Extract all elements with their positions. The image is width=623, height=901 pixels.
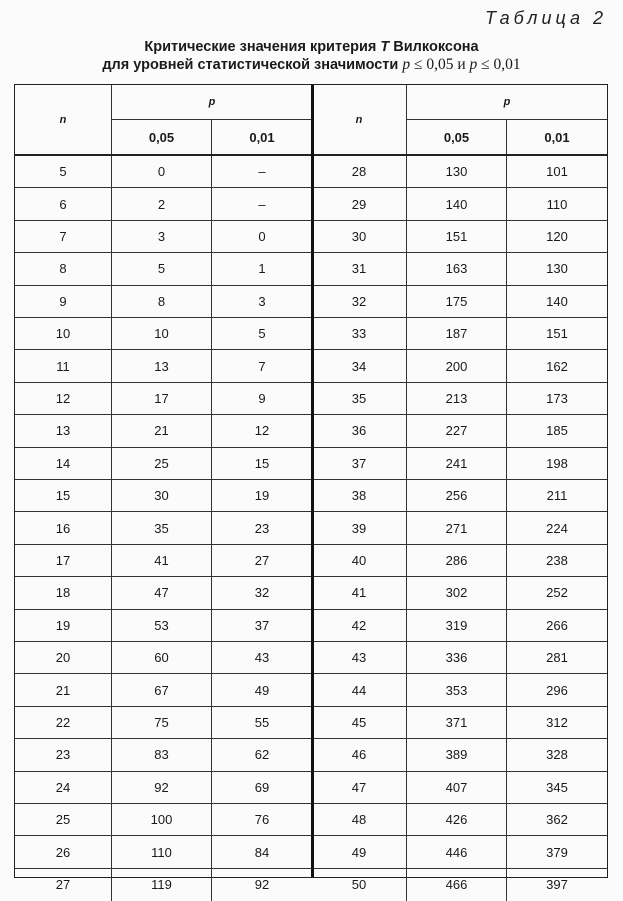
table-row bbox=[15, 415, 312, 447]
title-threshold-2: ≤ 0,01 bbox=[477, 56, 521, 73]
cell-p-001: 173 bbox=[546, 390, 568, 406]
title-p-symbol-1: p bbox=[402, 56, 411, 73]
table-row bbox=[312, 188, 607, 220]
cell-p-005: 446 bbox=[407, 836, 507, 867]
cell-n: 22 bbox=[15, 707, 112, 738]
cell-p-005: 25 bbox=[112, 448, 212, 479]
cell-p-001: 15 bbox=[254, 455, 270, 471]
cell-n: 35 bbox=[312, 383, 407, 414]
table-row bbox=[312, 610, 607, 642]
cell-p-005: 227 bbox=[407, 415, 507, 446]
cell-n: 47 bbox=[312, 772, 407, 803]
table-row bbox=[15, 448, 312, 480]
cell-p-005: 130 bbox=[407, 156, 507, 187]
header-p-005: 0,05 bbox=[112, 120, 212, 155]
table-row bbox=[15, 577, 312, 609]
cell-p-005: 5 bbox=[112, 253, 212, 284]
cell-p-001: – bbox=[258, 196, 266, 212]
cell-p-005: 271 bbox=[407, 512, 507, 543]
table-row bbox=[15, 253, 312, 285]
title-text-end: Вилкоксона bbox=[389, 39, 479, 55]
cell-n: 34 bbox=[312, 350, 407, 381]
table-row bbox=[312, 512, 607, 544]
cell-n: 10 bbox=[15, 318, 112, 349]
table-body-left bbox=[15, 156, 312, 893]
cell-n: 14 bbox=[15, 448, 112, 479]
wilcoxon-critical-values-table bbox=[14, 84, 608, 893]
cell-n: 32 bbox=[312, 286, 407, 317]
cell-p-005: 200 bbox=[407, 350, 507, 381]
cell-p-001: 7 bbox=[258, 358, 266, 374]
cell-p-001: 312 bbox=[546, 714, 568, 730]
cell-p-001: 27 bbox=[254, 552, 270, 568]
table-row bbox=[15, 739, 312, 771]
cell-p-005: 53 bbox=[112, 610, 212, 641]
cell-n: 50 bbox=[312, 869, 407, 901]
table-row bbox=[15, 188, 312, 220]
table-row bbox=[312, 480, 607, 512]
cell-p-001: 32 bbox=[254, 585, 270, 601]
table-row bbox=[15, 610, 312, 642]
cell-p-005: 119 bbox=[112, 869, 212, 901]
cell-n: 11 bbox=[15, 350, 112, 381]
table-row bbox=[15, 286, 312, 318]
table-row bbox=[15, 350, 312, 382]
cell-p-005: 92 bbox=[112, 772, 212, 803]
title-text: Критические значения критерия bbox=[144, 39, 381, 55]
header-p: p bbox=[112, 85, 312, 120]
cell-p-001: 198 bbox=[546, 455, 568, 471]
cell-p-001: 379 bbox=[546, 844, 568, 860]
cell-p-005: 47 bbox=[112, 577, 212, 608]
cell-p-001: 162 bbox=[546, 358, 568, 374]
cell-n: 29 bbox=[312, 188, 407, 219]
title-line1 bbox=[144, 39, 478, 55]
cell-p-001: 140 bbox=[546, 293, 568, 309]
cell-p-005: 371 bbox=[407, 707, 507, 738]
title-line2 bbox=[0, 56, 623, 74]
cell-p-005: 100 bbox=[112, 804, 212, 835]
cell-n: 46 bbox=[312, 739, 407, 770]
cell-n: 42 bbox=[312, 610, 407, 641]
cell-n: 49 bbox=[312, 836, 407, 867]
cell-p-005: 353 bbox=[407, 674, 507, 705]
cell-p-001: 62 bbox=[254, 747, 270, 763]
cell-p-005: 187 bbox=[407, 318, 507, 349]
cell-n: 26 bbox=[15, 836, 112, 867]
cell-p-001: 211 bbox=[546, 488, 568, 504]
cell-n: 12 bbox=[15, 383, 112, 414]
cell-p-001: 12 bbox=[254, 423, 270, 439]
cell-n: 19 bbox=[15, 610, 112, 641]
cell-n: 43 bbox=[312, 642, 407, 673]
cell-p-001: 151 bbox=[546, 326, 568, 342]
cell-n: 48 bbox=[312, 804, 407, 835]
table-row bbox=[312, 318, 607, 350]
cell-p-005: 286 bbox=[407, 545, 507, 576]
title-threshold-1: ≤ 0,05 bbox=[410, 56, 454, 73]
cell-n: 27 bbox=[15, 869, 112, 901]
cell-n: 16 bbox=[15, 512, 112, 543]
cell-p-001: 328 bbox=[546, 747, 568, 763]
cell-n: 6 bbox=[15, 188, 112, 219]
cell-n: 9 bbox=[15, 286, 112, 317]
cell-n: 40 bbox=[312, 545, 407, 576]
table-row bbox=[312, 804, 607, 836]
cell-p-005: 256 bbox=[407, 480, 507, 511]
cell-p-001: 185 bbox=[546, 423, 568, 439]
cell-p-001: 43 bbox=[254, 650, 270, 666]
cell-p-001: 69 bbox=[254, 779, 270, 795]
cell-p-005: 75 bbox=[112, 707, 212, 738]
table-row bbox=[312, 577, 607, 609]
table-row bbox=[15, 772, 312, 804]
cell-p-005: 60 bbox=[112, 642, 212, 673]
table-number-label: Таблица 2 bbox=[484, 8, 607, 28]
cell-p-005: 175 bbox=[407, 286, 507, 317]
cell-p-001: 3 bbox=[258, 293, 266, 309]
table-row bbox=[15, 642, 312, 674]
cell-n: 37 bbox=[312, 448, 407, 479]
cell-p-001: 55 bbox=[254, 714, 270, 730]
cell-n: 25 bbox=[15, 804, 112, 835]
cell-p-001: 238 bbox=[546, 552, 568, 568]
cell-p-005: 110 bbox=[112, 836, 212, 867]
table-row bbox=[312, 415, 607, 447]
cell-p-005: 163 bbox=[407, 253, 507, 284]
title-and: и bbox=[453, 56, 470, 73]
header-p: p bbox=[407, 85, 607, 120]
cell-n: 36 bbox=[312, 415, 407, 446]
cell-n: 24 bbox=[15, 772, 112, 803]
cell-p-005: 83 bbox=[112, 739, 212, 770]
cell-p-001: 23 bbox=[254, 520, 270, 536]
cell-n: 39 bbox=[312, 512, 407, 543]
cell-n: 33 bbox=[312, 318, 407, 349]
cell-p-005: 0 bbox=[112, 156, 212, 187]
table-row bbox=[15, 156, 312, 188]
title-p-symbol-2: p bbox=[469, 56, 478, 73]
title-text-line2: для уровней статистической значимости bbox=[102, 57, 403, 73]
cell-p-005: 41 bbox=[112, 545, 212, 576]
cell-n: 45 bbox=[312, 707, 407, 738]
cell-p-001: 1 bbox=[258, 261, 266, 277]
cell-p-005: 336 bbox=[407, 642, 507, 673]
table-row bbox=[312, 253, 607, 285]
title-criterion-symbol: T bbox=[380, 39, 390, 55]
cell-p-005: 10 bbox=[112, 318, 212, 349]
table-row bbox=[312, 739, 607, 771]
cell-n: 18 bbox=[15, 577, 112, 608]
cell-p-005: 213 bbox=[407, 383, 507, 414]
table-row bbox=[312, 772, 607, 804]
cell-p-001: 130 bbox=[546, 261, 568, 277]
cell-p-005: 241 bbox=[407, 448, 507, 479]
cell-n: 38 bbox=[312, 480, 407, 511]
cell-p-005: 389 bbox=[407, 739, 507, 770]
cell-p-005: 17 bbox=[112, 383, 212, 414]
cell-n: 31 bbox=[312, 253, 407, 284]
table-left-half bbox=[15, 85, 312, 893]
table-row bbox=[312, 286, 607, 318]
cell-p-001: 296 bbox=[546, 682, 568, 698]
header-p-001: 0,01 bbox=[249, 130, 275, 145]
cell-p-001: 92 bbox=[254, 877, 270, 893]
cell-p-001: 0 bbox=[258, 228, 266, 244]
cell-p-001: 37 bbox=[254, 617, 270, 633]
header-n: n bbox=[312, 85, 407, 155]
table-row bbox=[15, 707, 312, 739]
cell-p-001: 224 bbox=[546, 520, 568, 536]
cell-n: 17 bbox=[15, 545, 112, 576]
cell-p-005: 35 bbox=[112, 512, 212, 543]
table-row bbox=[312, 221, 607, 253]
cell-n: 5 bbox=[15, 156, 112, 187]
cell-n: 8 bbox=[15, 253, 112, 284]
header-p-001: 0,01 bbox=[544, 130, 570, 145]
cell-p-001: 281 bbox=[546, 650, 568, 666]
cell-p-001: 84 bbox=[254, 844, 270, 860]
cell-p-005: 3 bbox=[112, 221, 212, 252]
cell-p-001: 76 bbox=[254, 812, 270, 828]
cell-p-005: 426 bbox=[407, 804, 507, 835]
table-row bbox=[312, 836, 607, 868]
table-row bbox=[15, 480, 312, 512]
cell-p-005: 140 bbox=[407, 188, 507, 219]
cell-p-005: 13 bbox=[112, 350, 212, 381]
table-row bbox=[15, 545, 312, 577]
cell-p-001: 19 bbox=[254, 488, 270, 504]
table-row bbox=[312, 674, 607, 706]
cell-p-005: 67 bbox=[112, 674, 212, 705]
cell-p-005: 8 bbox=[112, 286, 212, 317]
table-body-right bbox=[312, 156, 607, 893]
cell-p-001: 120 bbox=[546, 228, 568, 244]
cell-n: 28 bbox=[312, 156, 407, 187]
cell-n: 44 bbox=[312, 674, 407, 705]
center-divider bbox=[311, 85, 314, 877]
cell-p-001: 252 bbox=[546, 585, 568, 601]
table-row bbox=[312, 156, 607, 188]
cell-n: 23 bbox=[15, 739, 112, 770]
cell-p-001: 49 bbox=[254, 682, 270, 698]
cell-p-005: 407 bbox=[407, 772, 507, 803]
cell-p-001: 266 bbox=[546, 617, 568, 633]
cell-p-005: 30 bbox=[112, 480, 212, 511]
table-row bbox=[312, 383, 607, 415]
header-p-005: 0,05 bbox=[407, 120, 507, 155]
cell-p-005: 466 bbox=[407, 869, 507, 901]
cell-n: 41 bbox=[312, 577, 407, 608]
table-right-half bbox=[312, 85, 607, 893]
cell-n: 13 bbox=[15, 415, 112, 446]
table-row bbox=[312, 350, 607, 382]
table-row bbox=[312, 545, 607, 577]
table-row bbox=[15, 512, 312, 544]
cell-p-001: 110 bbox=[546, 196, 568, 212]
cell-p-005: 2 bbox=[112, 188, 212, 219]
header-n: n bbox=[15, 85, 112, 155]
cell-n: 30 bbox=[312, 221, 407, 252]
table-row bbox=[312, 707, 607, 739]
table-row bbox=[15, 221, 312, 253]
cell-p-001: 397 bbox=[546, 877, 568, 893]
cell-p-005: 302 bbox=[407, 577, 507, 608]
cell-n: 15 bbox=[15, 480, 112, 511]
table-row bbox=[312, 642, 607, 674]
table-row bbox=[15, 836, 312, 868]
table-row bbox=[312, 448, 607, 480]
cell-p-005: 21 bbox=[112, 415, 212, 446]
cell-p-001: 101 bbox=[546, 164, 568, 180]
cell-n: 21 bbox=[15, 674, 112, 705]
cell-p-001: 362 bbox=[546, 812, 568, 828]
table-row bbox=[15, 383, 312, 415]
table-title bbox=[0, 38, 623, 74]
cell-p-001: 345 bbox=[546, 779, 568, 795]
cell-p-005: 151 bbox=[407, 221, 507, 252]
table-row bbox=[15, 869, 312, 901]
table-row bbox=[15, 674, 312, 706]
table-row bbox=[15, 804, 312, 836]
cell-p-005: 319 bbox=[407, 610, 507, 641]
cell-n: 20 bbox=[15, 642, 112, 673]
cell-p-001: 5 bbox=[258, 326, 266, 342]
cell-n: 7 bbox=[15, 221, 112, 252]
table-row bbox=[312, 869, 607, 901]
cell-p-001: – bbox=[258, 164, 266, 180]
table-row bbox=[15, 318, 312, 350]
cell-p-001: 9 bbox=[258, 390, 266, 406]
